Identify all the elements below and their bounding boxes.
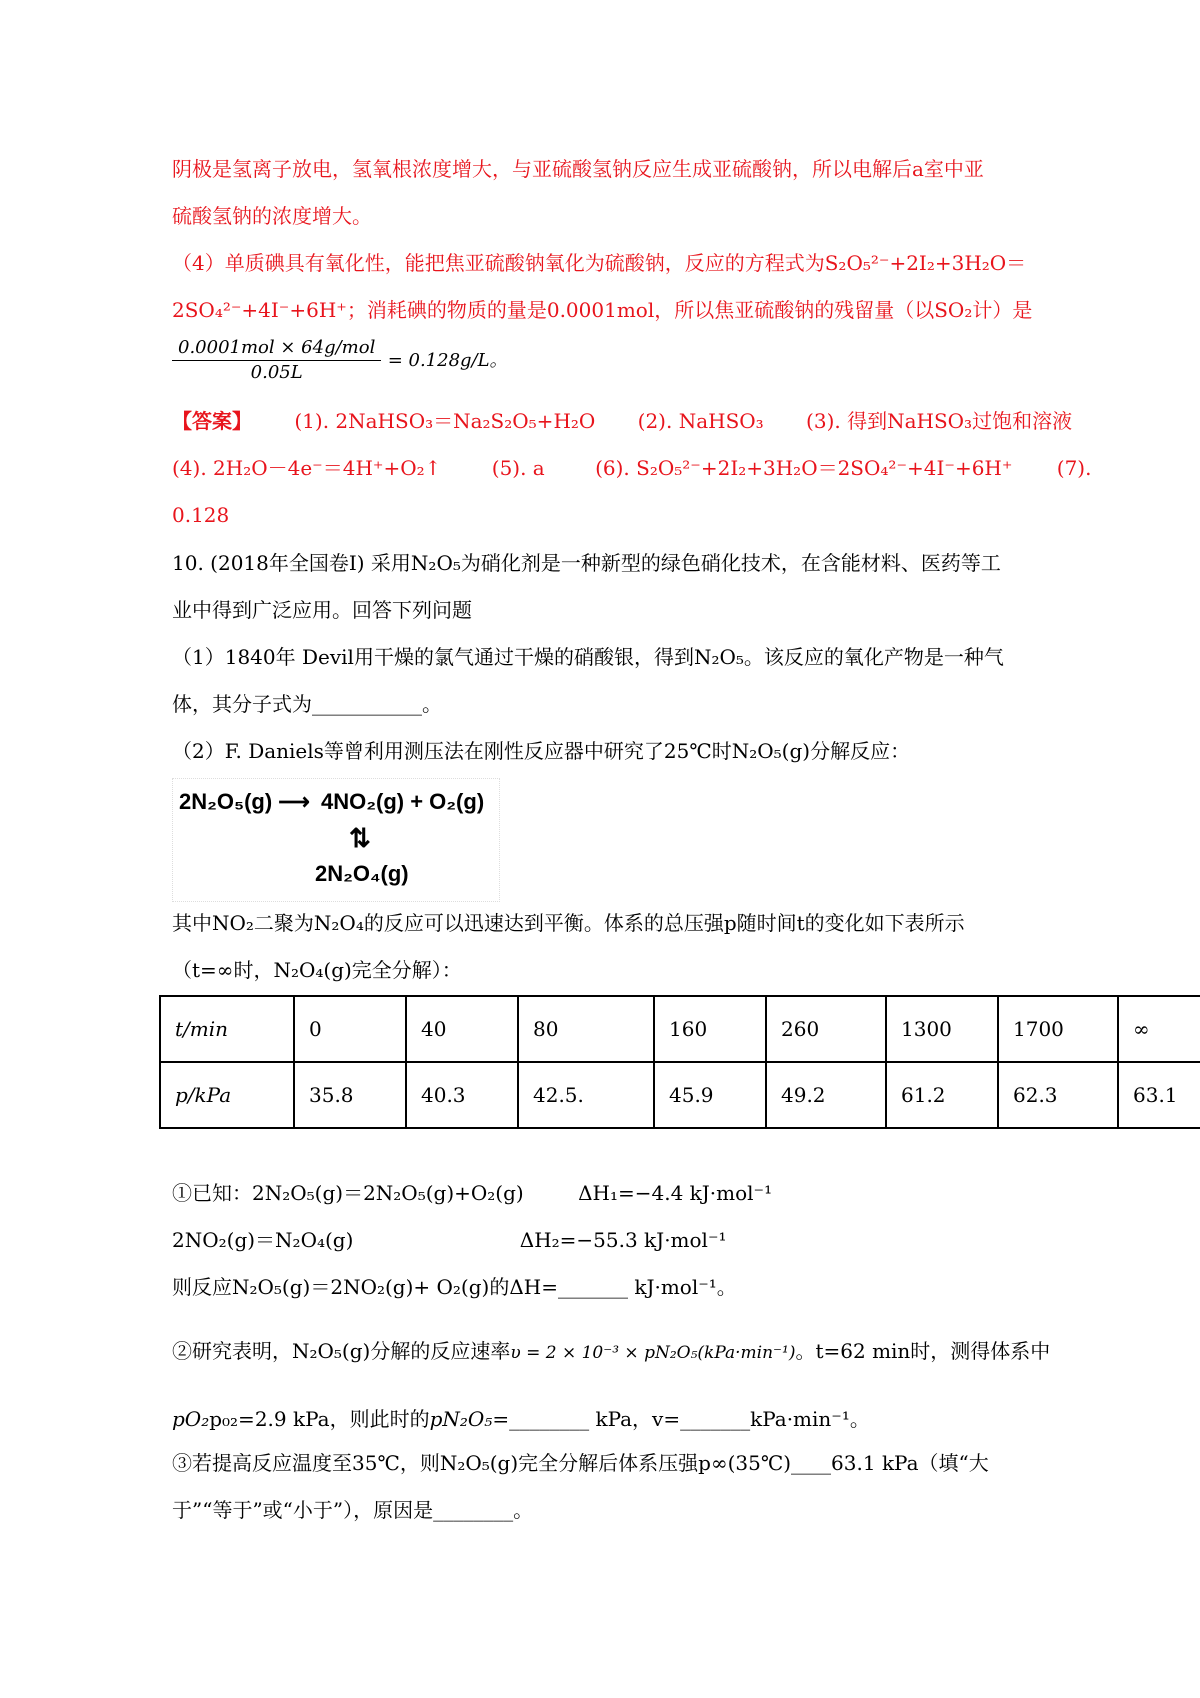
temperature-line-a: ③若提高反应温度至35℃，则N₂O₅(g)完全分解后体系压强p∞(35℃)____63.1 kPa（填“大 — [172, 1451, 989, 1475]
rate-text-2: p₀₂=2.9 kPa，则此时的 — [209, 1407, 430, 1431]
equilibrium-arrows-icon: ⇅ — [349, 823, 371, 853]
rate-text-2-post: =________ kPa，v=_______kPa·min⁻¹。 — [492, 1407, 870, 1431]
question-10-intro — [172, 540, 1052, 634]
answer-7: (7). — [1056, 456, 1092, 480]
table-cell: 61.2 — [886, 1062, 998, 1128]
table-cell: 45.9 — [654, 1062, 766, 1128]
table-cell: 63.1 — [1118, 1062, 1200, 1128]
table-header-p: p/kPa — [160, 1062, 294, 1128]
table-header-t: t/min — [160, 996, 294, 1062]
solution-paragraph-1 — [172, 146, 1052, 240]
equation-iodine-b: 2SO₄²⁻+4I⁻+6H⁺ — [172, 298, 347, 322]
fraction-denominator: 0.05L — [250, 362, 303, 383]
question-10-part-1 — [172, 1170, 1052, 1311]
table-cell: 80 — [518, 996, 654, 1062]
question-10-part-3 — [172, 1440, 1052, 1534]
solution-line-1b: 硫酸氢钠的浓度增大。 — [172, 204, 372, 228]
table-cell: 0 — [294, 996, 406, 1062]
table-cell: 49.2 — [766, 1062, 886, 1128]
answer-line-1 — [172, 398, 1073, 445]
table-row — [160, 996, 1200, 1062]
question-10-line-a: 10. (2018年全国卷I) 采用N₂O₅为硝化剂是一种新型的绿色硝化技术，在含能材料、医药等工 — [172, 551, 1001, 575]
answer-block — [172, 398, 1092, 539]
p-n2o5-var: pN₂O₅ — [429, 1407, 493, 1431]
table-cell: 42.5. — [518, 1062, 654, 1128]
question-10-part-2 — [172, 1318, 1052, 1452]
scheme-products: 4NO₂(g) + O₂(g) — [321, 789, 485, 814]
fraction-result: = 0.128g/L。 — [387, 350, 508, 371]
question-10-sub1 — [172, 634, 1052, 728]
rate-line-1 — [172, 1318, 1052, 1386]
temperature-line-b: 于”“等于”或“小于”），原因是________。 — [172, 1498, 534, 1522]
known-line-2 — [172, 1217, 1052, 1264]
fraction-line — [172, 336, 1052, 385]
solution-line-1a: 阴极是氢离子放电，氢氧根浓度增大，与亚硫酸氢钠反应生成亚硫酸钠，所以电解后a室中亚 — [172, 157, 984, 181]
table-row — [160, 1062, 1200, 1128]
known-equation-2: 2NO₂(g)＝N₂O₄(g) — [172, 1228, 354, 1252]
question-10-sub2: （2）F. Daniels等曾利用测压法在刚性反应器中研究了25℃时N₂O₅(g)分解反应： — [172, 739, 911, 763]
sub1-line-b: 体，其分子式为___________。 — [172, 692, 442, 716]
fraction-numerator: 0.0001mol × 64g/mol — [172, 336, 381, 361]
solution-line-2b — [172, 287, 1052, 334]
answer-3: (3). 得到NaHSO₃过饱和溶液 — [806, 409, 1073, 433]
answer-line-2 — [172, 445, 1092, 492]
question-10-line-b: 业中得到广泛应用。回答下列问题 — [172, 598, 472, 622]
table-cell: ∞ — [1118, 996, 1200, 1062]
table-cell: 260 — [766, 996, 886, 1062]
table-cell: 1700 — [998, 996, 1118, 1062]
answer-6: (6). S₂O₅²⁻+2I₂+3H₂O＝2SO₄²⁻+4I⁻+6H⁺ — [595, 456, 1013, 480]
rate-text-post: 。t=62 min时，测得体系中 — [795, 1339, 1051, 1363]
equation-iodine-a: S₂O₅²⁻+2I₂+3H₂O＝ — [824, 251, 1027, 275]
answer-1: (1). 2NaHSO₃＝Na₂S₂O₅+H₂O — [294, 409, 596, 433]
pressure-time-table — [159, 995, 1200, 1129]
known-line-1 — [172, 1170, 1052, 1217]
answer-tag: 【答案】 — [172, 409, 252, 433]
table-cell: 40 — [406, 996, 518, 1062]
solution-paragraph-2 — [172, 240, 1052, 334]
table-cell: 160 — [654, 996, 766, 1062]
table-intro-line-b: （t=∞时，N₂O₄(g)完全分解）： — [172, 958, 462, 982]
table-cell: 1300 — [886, 996, 998, 1062]
rate-formula: υ = 2 × 10⁻³ × pN₂O₅(kPa·min⁻¹) — [510, 1343, 796, 1363]
answer-line-3: 0.128 — [172, 503, 230, 527]
sub1-line-a: （1）1840年 Devil用干燥的氯气通过干燥的硝酸银，得到N₂O₅。该反应的氧化产物是一种气 — [172, 645, 1004, 669]
enthalpy-question: 则反应N₂O₅(g)＝2NO₂(g)+ O₂(g)的ΔH=_______ kJ·mol⁻¹。 — [172, 1275, 737, 1299]
known-equation-1: ①已知：2N₂O₅(g)＝2N₂O₅(g)+O₂(g) — [172, 1181, 524, 1205]
answer-2: (2). NaHSO₃ — [637, 409, 764, 433]
table-cell: 35.8 — [294, 1062, 406, 1128]
solution-line-2a — [172, 240, 1052, 287]
enthalpy-2: ΔH₂=−55.3 kJ·mol⁻¹ — [519, 1228, 727, 1252]
rate-text-pre: ②研究表明，N₂O₅(g)分解的反应速率 — [172, 1339, 511, 1363]
reaction-scheme — [172, 778, 500, 902]
question-10-table-intro — [172, 900, 1052, 994]
table-cell: 62.3 — [998, 1062, 1118, 1128]
table-intro-line-a: 其中NO₂二聚为N₂O₄的反应可以迅速达到平衡。体系的总压强p随时间t的变化如下表所示 — [172, 911, 965, 935]
scheme-reactant: 2N₂O₅(g) ⟶ — [179, 789, 310, 814]
scheme-dimer: 2N₂O₄(g) — [315, 861, 409, 886]
solution-text-2a: （4）单质碘具有氧化性，能把焦亚硫酸钠氧化为硫酸钠，反应的方程式为 — [172, 251, 825, 275]
enthalpy-1: ΔH₁=−4.4 kJ·mol⁻¹ — [578, 1181, 773, 1205]
solution-text-2b: ；消耗碘的物质的量是0.0001mol，所以焦亚硫酸钠的残留量（以SO₂计）是 — [346, 298, 1033, 322]
p-o2-var: pO₂ — [172, 1407, 210, 1431]
fraction — [172, 336, 381, 385]
table-cell: 40.3 — [406, 1062, 518, 1128]
answer-4: (4). 2H₂O－4e⁻＝4H⁺+O₂↑ — [172, 456, 442, 480]
answer-5: (5). a — [491, 456, 545, 480]
